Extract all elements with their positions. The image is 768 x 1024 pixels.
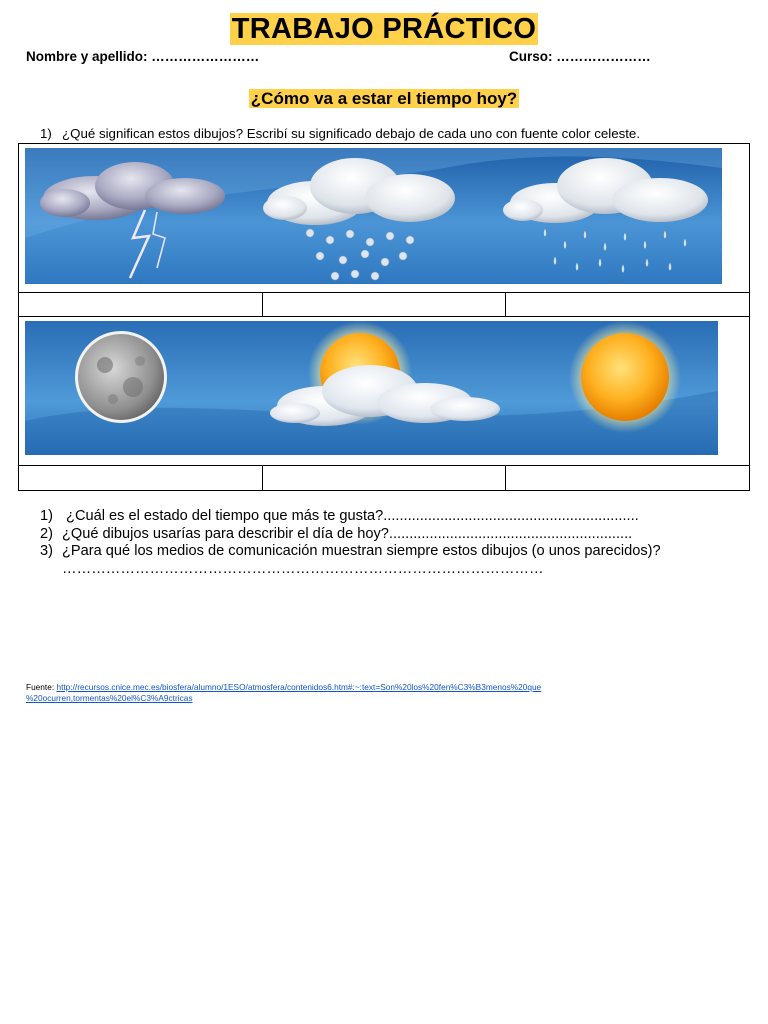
source-citation <box>26 682 541 704</box>
answer-row-2 <box>19 465 749 491</box>
source-link[interactable]: http://recursos.cnice.mec.es/biosfera/alumno/1ESO/atmosfera/contenidos6.htm#:~:text=Son%20los%20fen%C3%B3menos%20que <box>56 682 542 692</box>
image-row-1 <box>19 144 749 292</box>
answer-cell[interactable] <box>263 293 507 316</box>
answer-cell[interactable] <box>19 466 263 491</box>
source-link-continued[interactable]: %20ocurren,tormentas%20el%C3%A9ctricas <box>26 693 193 703</box>
questions-list <box>40 508 661 578</box>
question-item: 1) ¿Cuál es el estado del tiempo que más te gusta?............................................................... <box>40 508 639 524</box>
sun-icon <box>569 321 681 433</box>
question-1-instruction: 1) ¿Qué significan estos dibujos? Escribí su significado debajo de cada uno con fuente color celeste. <box>40 126 641 141</box>
image-row-2 <box>19 317 749 465</box>
answer-cell[interactable] <box>19 293 263 316</box>
answer-cell[interactable] <box>506 293 749 316</box>
weather-table <box>18 143 750 491</box>
answer-line: ……………………………………………………………………………………… <box>62 560 544 577</box>
subtitle: ¿Cómo va a estar el tiempo hoy? <box>250 89 518 108</box>
name-field-label: Nombre y apellido: …………………… <box>26 49 260 64</box>
moon-icon <box>75 331 167 423</box>
page-title: TRABAJO PRÁCTICO <box>231 13 537 45</box>
weather-strip-2 <box>25 321 718 455</box>
question-item: 2) ¿Qué dibujos usarías para describir el día de hoy?............................................................ <box>40 525 633 542</box>
source-label: Fuente: <box>26 682 57 692</box>
answer-cell[interactable] <box>506 466 749 491</box>
question-item: 3) ¿Para qué los medios de comunicación muestran siempre estos dibujos (o unos parecidos)? <box>40 543 661 559</box>
answer-row-1 <box>19 292 749 317</box>
weather-strip-1 <box>25 148 722 284</box>
course-field-label: Curso: ………………… <box>509 49 651 64</box>
answer-cell[interactable] <box>263 466 507 491</box>
